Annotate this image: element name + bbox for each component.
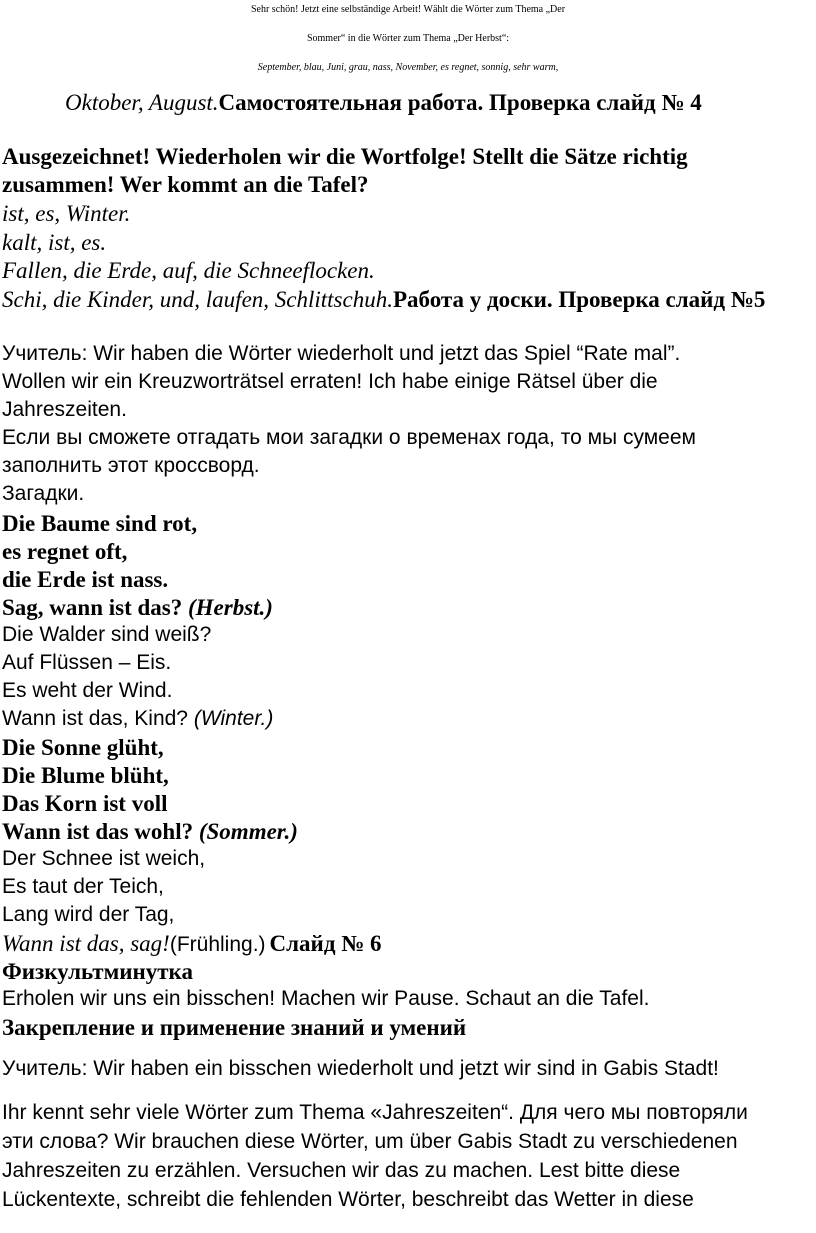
riddle-autumn-answer: (Herbst.)	[187, 595, 273, 620]
riddle-winter-line-3: Es weht der Wind.	[2, 679, 173, 702]
riddle-spring-line-4	[2, 932, 382, 955]
riddle-autumn-line-3: die Erde ist nass.	[2, 567, 169, 592]
pause-instruction: Erholen wir uns ein bisschen! Machen wir Pause. Schaut an die Tafel.	[2, 987, 650, 1010]
riddle-winter-question: Wann ist das, Kind?	[2, 707, 188, 730]
crossword-note-line-2: заполнить этот кроссворд.	[2, 454, 260, 477]
sentence-words-2: kalt, ist, es.	[2, 230, 107, 255]
teacher-line-2: Wollen wir ein Kreuzworträtsel erraten! Ich habe einige Rätsel über die	[2, 370, 658, 393]
wordorder-heading-line-1: Ausgezeichnet! Wiederholen wir die Wortfolge! Stellt die Sätze richtig	[2, 144, 688, 169]
riddle-summer-line-4	[2, 820, 298, 843]
riddles-label: Загадки.	[2, 482, 85, 505]
riddle-winter-line-2: Auf Flüssen – Eis.	[2, 651, 172, 674]
task-intro-line-2: Sommer“ in die Wörter zum Thema „Der Herbst“:	[306, 33, 510, 44]
riddle-summer-line-1: Die Sonne glüht,	[2, 735, 164, 760]
riddle-winter-answer: (Winter.)	[193, 707, 274, 730]
sentence-words-4-line	[2, 288, 765, 311]
sentence-words-3: Fallen, die Erde, auf, die Schneeflocken.	[2, 258, 375, 283]
riddle-spring-question: Wann ist das, sag!	[2, 931, 170, 956]
riddle-spring-answer: (Frühling.)	[169, 933, 266, 956]
riddle-autumn-question: Sag, wann ist das?	[2, 595, 183, 620]
fitness-break-heading: Физкультминутка	[2, 959, 193, 984]
riddle-summer-line-2: Die Blume blüht,	[2, 763, 169, 788]
word-list-end: Oktober, August.	[65, 90, 219, 115]
seasons-text-line-3: Jahreszeiten zu erzählen. Versuchen wir das zu machen. Lest bitte diese	[2, 1159, 681, 1182]
riddle-autumn-line-4	[2, 596, 273, 619]
riddle-spring-line-1: Der Schnee ist weich,	[2, 847, 206, 870]
word-list-line-2	[65, 91, 702, 114]
teacher-gabis-stadt-line: Учитель: Wir haben ein bisschen wiederholt und jetzt wir sind in Gabis Stadt!	[2, 1057, 719, 1080]
slide-5-check-heading: Работа у доски. Проверка слайд №5	[392, 287, 766, 312]
riddle-winter-line-4	[2, 708, 273, 729]
riddle-autumn-line-2: es regnet oft,	[2, 539, 128, 564]
riddle-summer-question: Wann ist das wohl?	[2, 819, 194, 844]
riddle-summer-line-3: Das Korn ist voll	[2, 791, 168, 816]
seasons-text-line-1: Ihr kennt sehr viele Wörter zum Thema «Jahreszeiten“. Для чего мы повторяли	[2, 1101, 748, 1124]
slide-4-check-heading: Самостоятельная работа. Проверка слайд № 4	[218, 90, 702, 115]
task-intro-line-1: Sehr schön! Jetzt eine selbständige Arbeit! Wählt die Wörter zum Thema „Der	[250, 4, 566, 15]
riddle-spring-line-2: Es taut der Teich,	[2, 875, 164, 898]
consolidation-heading: Закрепление и применение знаний и умений	[2, 1015, 467, 1040]
seasons-text-line-2: эти слова? Wir brauchen diese Wörter, um über Gabis Stadt zu verschiedenen	[2, 1130, 738, 1153]
riddle-autumn-line-1: Die Baume sind rot,	[2, 511, 198, 536]
teacher-line-3: Jahreszeiten.	[2, 398, 127, 421]
word-list-line-1: September, blau, Juni, grau, nass, November, es regnet, sonnig, sehr warm,	[257, 62, 559, 73]
teacher-line-1: Учитель: Wir haben die Wörter wiederholt und jetzt das Spiel “Rate mal”.	[2, 342, 681, 365]
slide-6-heading: Слайд № 6	[269, 931, 382, 956]
crossword-note-line-1: Если вы сможете отгадать мои загадки о временах года, то мы сумеем	[2, 426, 696, 449]
seasons-text-line-4: Lückentexte, schreibt die fehlenden Wörter, beschreibt das Wetter in diese	[2, 1188, 694, 1211]
wordorder-heading-line-2: zusammen! Wer kommt an die Tafel?	[2, 172, 369, 197]
riddle-winter-line-1: Die Walder sind weiß?	[2, 623, 212, 646]
sentence-words-1: ist, es, Winter.	[2, 201, 131, 226]
riddle-spring-line-3: Lang wird der Tag,	[2, 903, 175, 926]
sentence-words-4: Schi, die Kinder, und, laufen, Schlittschuh.	[2, 287, 393, 312]
riddle-summer-answer: (Sommer.)	[198, 819, 298, 844]
